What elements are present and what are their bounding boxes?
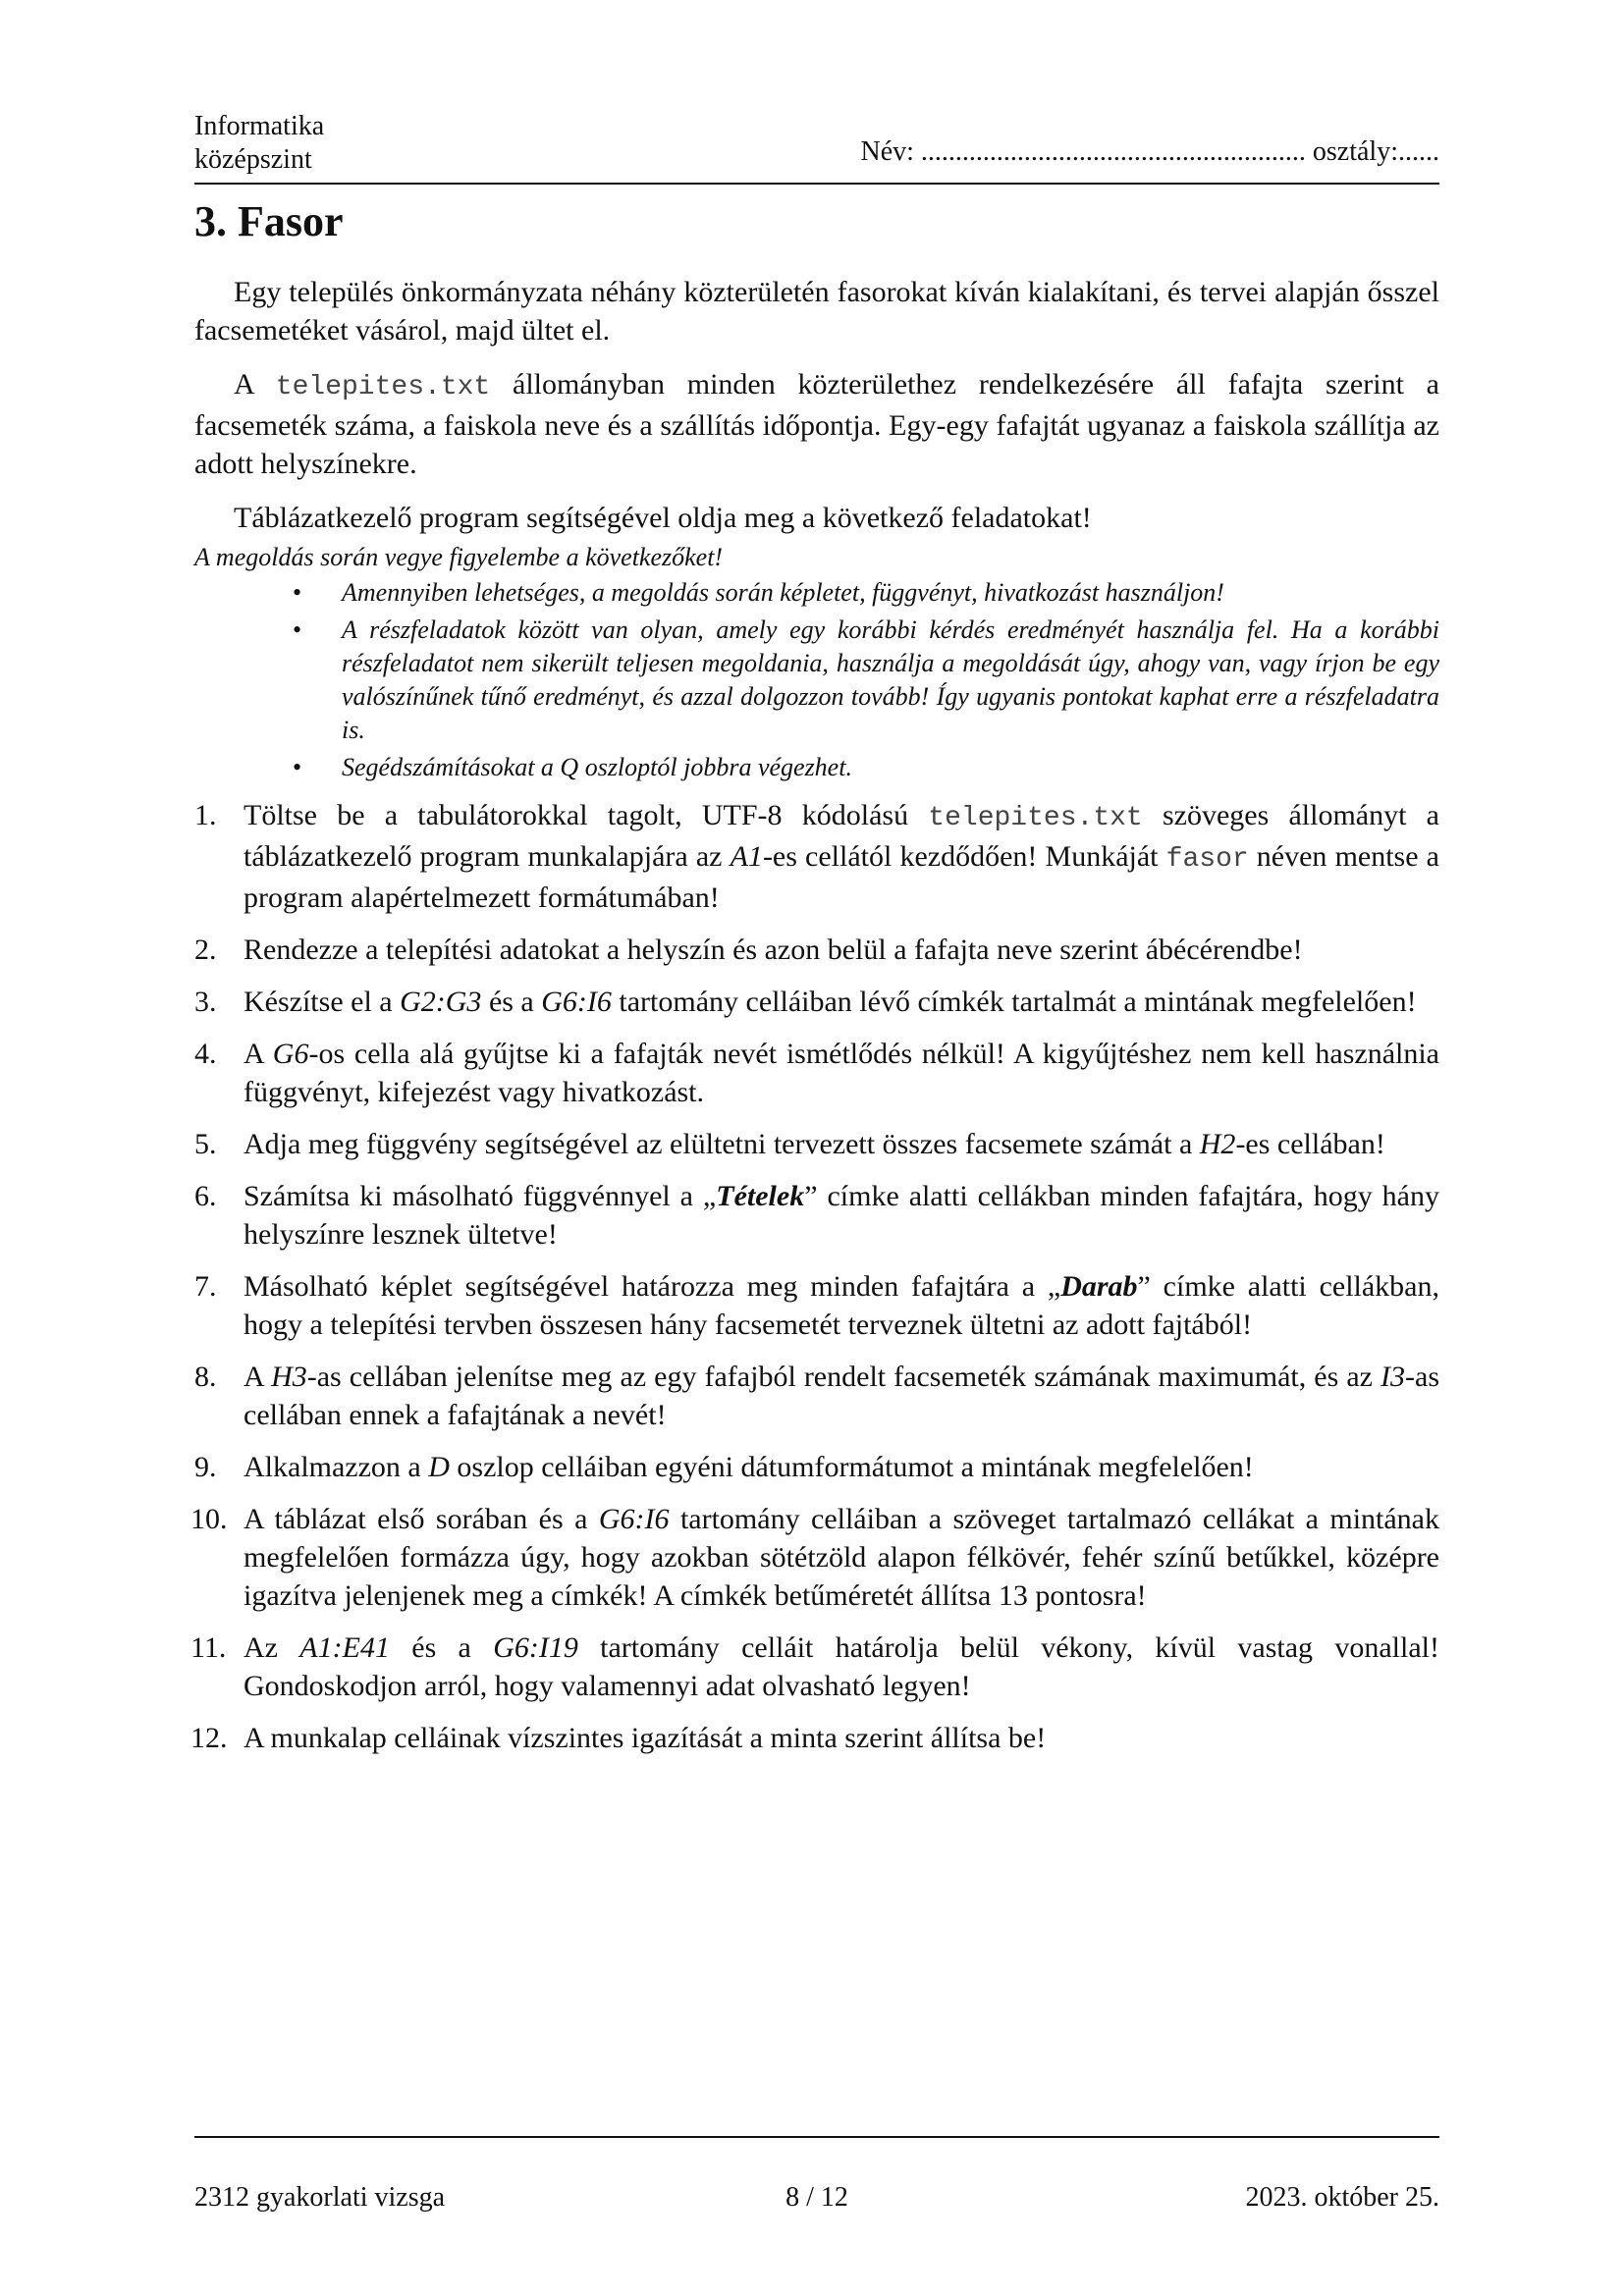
task-item-5 xyxy=(194,1125,1439,1163)
bullet-icon: • xyxy=(293,578,302,607)
task-text: Töltse be a tabulátorokkal tagolt, UTF-8 kódolású xyxy=(244,799,929,831)
note-text: Segédszámításokat a Q oszloptól jobbra végezhet. xyxy=(342,753,852,781)
footer-exam-code: 2312 gyakorlati vizsga xyxy=(194,2182,446,2213)
task-number: 6. xyxy=(194,1180,217,1212)
task-text: A xyxy=(244,1038,273,1070)
note-item xyxy=(194,751,1439,784)
cell-ref: I3 xyxy=(1380,1361,1406,1393)
task-item-2 xyxy=(194,931,1439,969)
task-text: -es cellától kezdődően! Munkáját xyxy=(762,840,1166,873)
column-ref: D xyxy=(428,1451,450,1483)
intro-text: állományban minden közterülethez rendelkezésére áll fafajta szerint a facsemeték száma, a faiskola neve és a szállítás időpontja. Egy-egy fafajtát ugyanaz a faiskola szállítja az adott helyszínekre. xyxy=(194,368,1439,480)
task-number: 12. xyxy=(190,1722,228,1754)
task-item-8 xyxy=(194,1358,1439,1434)
task-item-3 xyxy=(194,983,1439,1021)
task-body xyxy=(190,273,1440,1771)
task-text: -as cellában jelenítse meg az egy fafajból rendelt facsemeték számának maximumát, és az xyxy=(306,1361,1381,1393)
label-ref: Tételek xyxy=(716,1180,805,1212)
task-number: 2. xyxy=(194,934,217,966)
file-name: telepites.txt xyxy=(928,803,1143,833)
bullet-icon: • xyxy=(293,615,302,644)
task-text: és a xyxy=(389,1631,494,1664)
task-number: 11. xyxy=(190,1631,227,1664)
exam-page xyxy=(190,0,1440,2296)
notes-intro: A megoldás során vegye figyelembe a következőket! xyxy=(194,543,724,571)
task-item-4 xyxy=(194,1035,1439,1111)
cell-ref: G6 xyxy=(272,1038,309,1070)
task-number: 4. xyxy=(194,1038,217,1070)
task-text: szöveges állományt a táblázatkezelő program munkalapjára az xyxy=(244,799,1439,873)
task-text: Alkalmazzon a xyxy=(244,1451,429,1483)
range-ref: G2:G3 xyxy=(400,986,482,1018)
task-number: 1. xyxy=(194,799,217,831)
task-item-9 xyxy=(194,1448,1439,1486)
task-text: A munkalap celláinak vízszintes igazítását a minta szerint állítsa be! xyxy=(244,1722,1047,1754)
task-number: 9. xyxy=(194,1451,217,1483)
task-text: Készítse el a xyxy=(244,986,401,1018)
range-ref: G6:I6 xyxy=(598,1503,670,1535)
workbook-name: fasor xyxy=(1165,844,1249,875)
task-text: tartomány celláit határolja belül vékony, kívül vastag vonallal! Gondoskodjon arról, hogy valamennyi adat olvasható legyen! xyxy=(244,1631,1439,1702)
note-item xyxy=(194,576,1439,610)
range-ref: G6:I6 xyxy=(541,986,612,1018)
note-text: Amennyiben lehetséges, a megoldás során képletet, függvényt, hivatkozást használjon! xyxy=(342,578,1224,607)
task-item-1 xyxy=(194,796,1439,917)
task-item-6 xyxy=(194,1177,1439,1254)
bullet-icon: • xyxy=(293,753,302,781)
footer-divider xyxy=(194,2136,1439,2138)
label-ref: Darab xyxy=(1060,1270,1138,1303)
intro-paragraph-2 xyxy=(194,365,1439,483)
task-number: 8. xyxy=(194,1361,217,1393)
task-list xyxy=(190,796,1440,1757)
task-item-10 xyxy=(190,1500,1439,1615)
task-number: 5. xyxy=(194,1128,217,1160)
cell-ref: H2 xyxy=(1199,1128,1236,1160)
task-text: -os cella alá gyűjtse ki a fafajták nevét ismétlődés nélkül! A kigyűjtéshez nem kell használnia függvényt, kifejezést vagy hivatkozást. xyxy=(244,1038,1440,1108)
file-name: telepites.txt xyxy=(275,372,491,402)
task-text: tartomány celláiban lévő címkék tartalmát a mintának megfelelően! xyxy=(611,986,1417,1018)
task-text: -as cellában ennek a fafajtának a nevét! xyxy=(244,1361,1439,1431)
header-level: középszint xyxy=(194,144,312,175)
task-item-7 xyxy=(194,1267,1439,1344)
task-item-12 xyxy=(190,1719,1439,1757)
footer-page-number: 8 / 12 xyxy=(785,2182,848,2213)
task-text: tartomány celláiban a szöveget tartalmazó cellákat a mintának megfelelően formázza úgy, hogy azokban sötétzöld alapon félkövér, fehér színű betűkkel, középre igazítva jelenjenek meg a címkék! A címkék betűméretét állítsa 13 pontosra! xyxy=(244,1503,1439,1612)
cell-ref: H3 xyxy=(271,1361,307,1393)
task-text: oszlop celláiban egyéni dátumformátumot a mintának megfelelően! xyxy=(449,1451,1254,1483)
task-text: ” címke alatti cellákban, hogy a telepítési tervben összesen hány facsemetét terveznek ültetni az adott fajtából! xyxy=(244,1270,1440,1341)
note-text: A részfeladatok között van olyan, amely egy korábbi kérdés eredményét használja fel. Ha a korábbi részfeladatot nem sikerült teljesen megoldania, használja a megoldását úgy, ahogy van, vagy írjon be egy valószínűnek tűnő eredményt, és azzal dolgozzon tovább! Így ugyanis pontokat kaphat erre a részfeladatra is. xyxy=(342,615,1439,744)
task-text: -es cellában! xyxy=(1235,1128,1385,1160)
task-text: A táblázat első sorában és a xyxy=(244,1503,599,1535)
range-ref: G6:I19 xyxy=(493,1631,578,1664)
task-text: és a xyxy=(481,986,542,1018)
task-text: Számítsa ki másolható függvénnyel a „ xyxy=(244,1180,717,1212)
task-number: 7. xyxy=(194,1270,217,1303)
task-text: Rendezze a telepítési adatokat a helyszín és azon belül a fafajta neve szerint ábécérendbe! xyxy=(244,934,1303,966)
intro-text: A xyxy=(234,368,276,400)
cell-ref: A1 xyxy=(730,840,763,873)
intro-paragraph-1: Egy település önkormányzata néhány közterületén fasorokat kíván kialakítani, és tervei alapján ősszel facsemetéket vásárol, majd ültet el. xyxy=(194,276,1439,347)
header-name-field: Név: ........................................................ osztály:...... xyxy=(860,136,1439,167)
task-number: 10. xyxy=(190,1503,228,1535)
task-text: Másolható képlet segítségével határozza meg minden fafajtára a „ xyxy=(244,1270,1061,1303)
task-text: néven mentse a program alapértelmezett formátumában! xyxy=(244,840,1439,914)
header-subject-block xyxy=(194,110,324,177)
notes-list xyxy=(194,576,1439,784)
task-text: A xyxy=(244,1361,272,1393)
footer-date: 2023. október 25. xyxy=(1245,2182,1439,2213)
task-title: 3. Fasor xyxy=(194,197,344,245)
task-text: Adja meg függvény segítségével az elültetni tervezett összes facsemete számát a xyxy=(244,1128,1200,1160)
note-item xyxy=(194,614,1439,747)
task-text: ” címke alatti cellákban minden fafajtára, hogy hány helyszínre lesznek ültetve! xyxy=(244,1180,1439,1251)
intro-paragraph-3: Táblázatkezelő program segítségével oldja meg a következő feladatokat! xyxy=(234,502,1092,534)
header-subject: Informatika xyxy=(194,111,325,141)
task-item-11 xyxy=(190,1629,1439,1705)
task-text: Az xyxy=(244,1631,300,1664)
task-number: 3. xyxy=(194,986,217,1018)
page-header xyxy=(194,106,1439,185)
range-ref: A1:E41 xyxy=(299,1631,390,1664)
